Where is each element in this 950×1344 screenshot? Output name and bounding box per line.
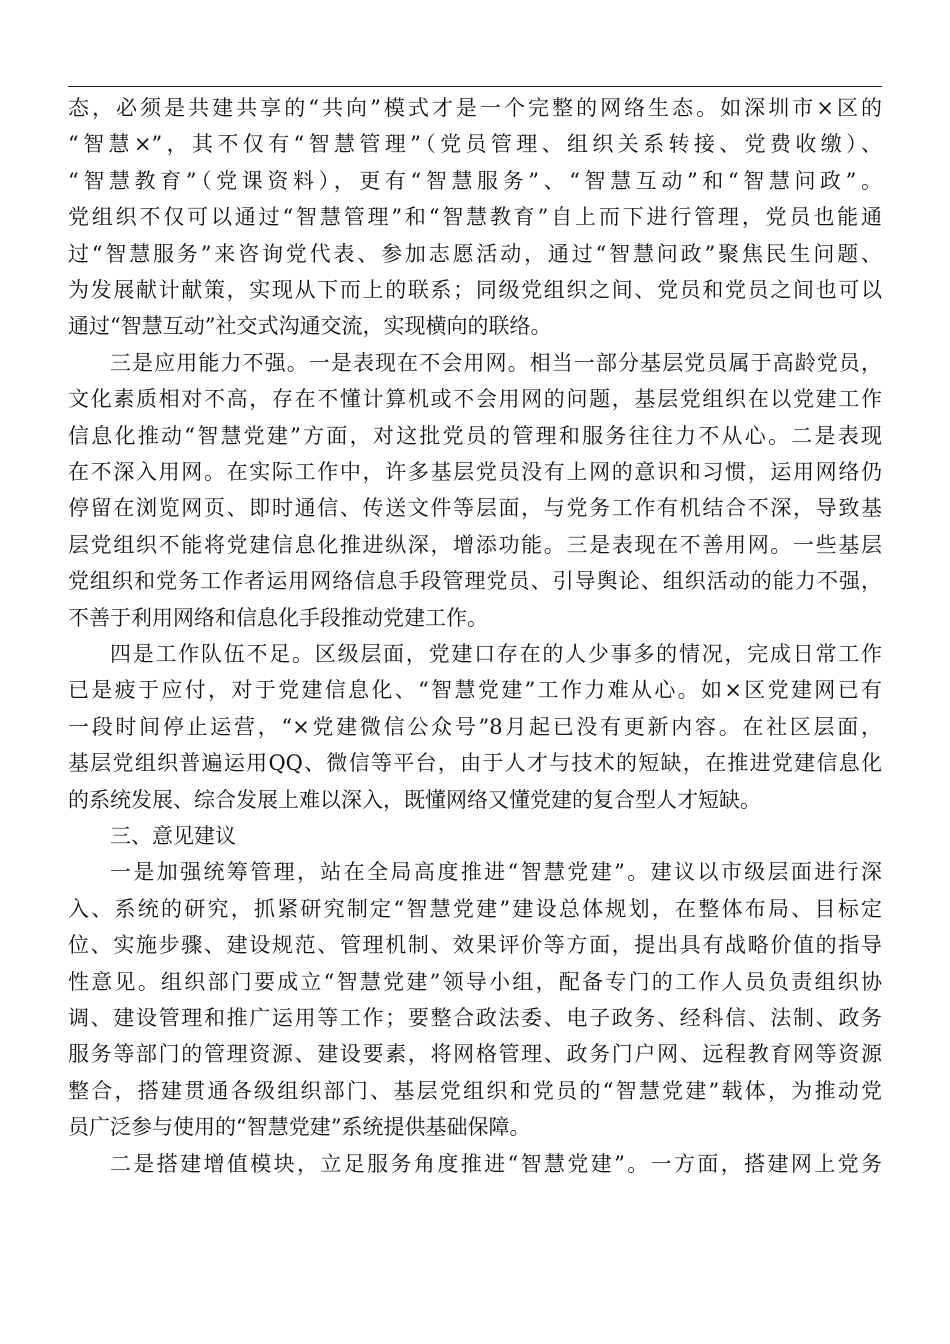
text-line: 过“智慧服务”来咨询党代表、参加志愿活动，通过“智慧问政”聚焦民生问题、 <box>68 241 882 266</box>
text-line: 的系统发展、综合发展上难以深入，既懂网络又懂党建的复合型人才短缺。 <box>68 787 761 812</box>
text-line: 为发展献计献策，实现从下而上的联系；同级党组织之间、党员和党员之间也可以 <box>68 278 882 302</box>
text-line: 调、建设管理和推广运用等工作；要整合政法委、电子政务、经科信、法制、政务 <box>68 1006 882 1030</box>
text-line: 三是应用能力不强。一是表现在不会用网。相当一部分基层党员属于高龄党员， <box>110 350 882 375</box>
text-line: 入、系统的研究，抓紧研究制定“智慧党建”建设总体规划，在整体布局、目标定 <box>68 896 882 921</box>
text-line: 员广泛参与使用的“智慧党建”系统提供基础保障。 <box>68 1115 531 1140</box>
text-line: 整合，搭建贯通各级组织部门、基层党组织和党员的“智慧党建”载体，为推动党 <box>68 1078 882 1103</box>
text-line: 在不深入用网。在实际工作中，许多基层党员没有上网的意识和习惯，运用网络仍 <box>68 460 882 484</box>
text-line: “智慧×”，其不仅有“智慧管理”（党员管理、组织关系转接、党费收缴）、 <box>68 132 882 157</box>
text-line: 四是工作队伍不足。区级层面，党建口存在的人少事多的情况，完成日常工作 <box>110 642 882 666</box>
text-line: 停留在浏览网页、即时通信、传送文件等层面，与党务工作有机结合不深，导致基 <box>68 496 882 521</box>
text-line: 服务等部门的管理资源、建设要素，将网格管理、政务门户网、远程教育网等资源 <box>68 1042 882 1067</box>
text-line: 层党组织不能将党建信息化推进纵深，增添功能。三是表现在不善用网。一些基层 <box>68 532 882 557</box>
text-line: 态，必须是共建共享的“共向”模式才是一个完整的网络生态。如深圳市×区的 <box>68 96 882 120</box>
text-line: 文化素质相对不高，存在不懂计算机或不会用网的问题，基层党组织在以党建工作 <box>68 387 882 412</box>
text-line: 二是搭建增值模块，立足服务角度推进“智慧党建”。一方面，搭建网上党务 <box>110 1151 882 1176</box>
text-line: 一是加强统筹管理，站在全局高度推进“智慧党建”。建议以市级层面进行深 <box>110 860 882 885</box>
text-line: 不善于利用网络和信息化手段推动党建工作。 <box>68 605 488 630</box>
text-line: 位、实施步骤、建设规范、管理机制、效果评价等方面，提出具有战略价值的指导 <box>68 933 882 958</box>
text-line: 三、意见建议 <box>110 824 236 848</box>
text-line: 已是疲于应付，对于党建信息化、“智慧党建”工作力难从心。如×区党建网已有 <box>68 678 882 703</box>
text-line: 信息化推动“智慧党建”方面，对这批党员的管理和服务往往力不从心。二是表现 <box>68 423 882 448</box>
text-line: “智慧教育”（党课资料），更有“智慧服务”、“智慧互动”和“智慧问政”。 <box>68 168 882 193</box>
text-line: 党组织和党务工作者运用网络信息手段管理党员、引导舆论、组织活动的能力不强， <box>68 569 882 594</box>
text-line: 一段时间停止运营，“×党建微信公众号”8月起已没有更新内容。在社区层面， <box>68 714 882 739</box>
text-line: 党组织不仅可以通过“智慧管理”和“智慧教育”自上而下进行管理，党员也能通 <box>68 205 882 230</box>
header-rule <box>68 86 882 87</box>
text-line: 通过“智慧互动”社交式沟通交流，实现横向的联络。 <box>68 314 552 339</box>
text-line: 基层党组织普遍运用QQ、微信等平台，由于人才与技术的短缺，在推进党建信息化 <box>68 751 882 776</box>
text-line: 性意见。组织部门要成立“智慧党建”领导小组，配备专门的工作人员负责组织协 <box>68 969 882 994</box>
